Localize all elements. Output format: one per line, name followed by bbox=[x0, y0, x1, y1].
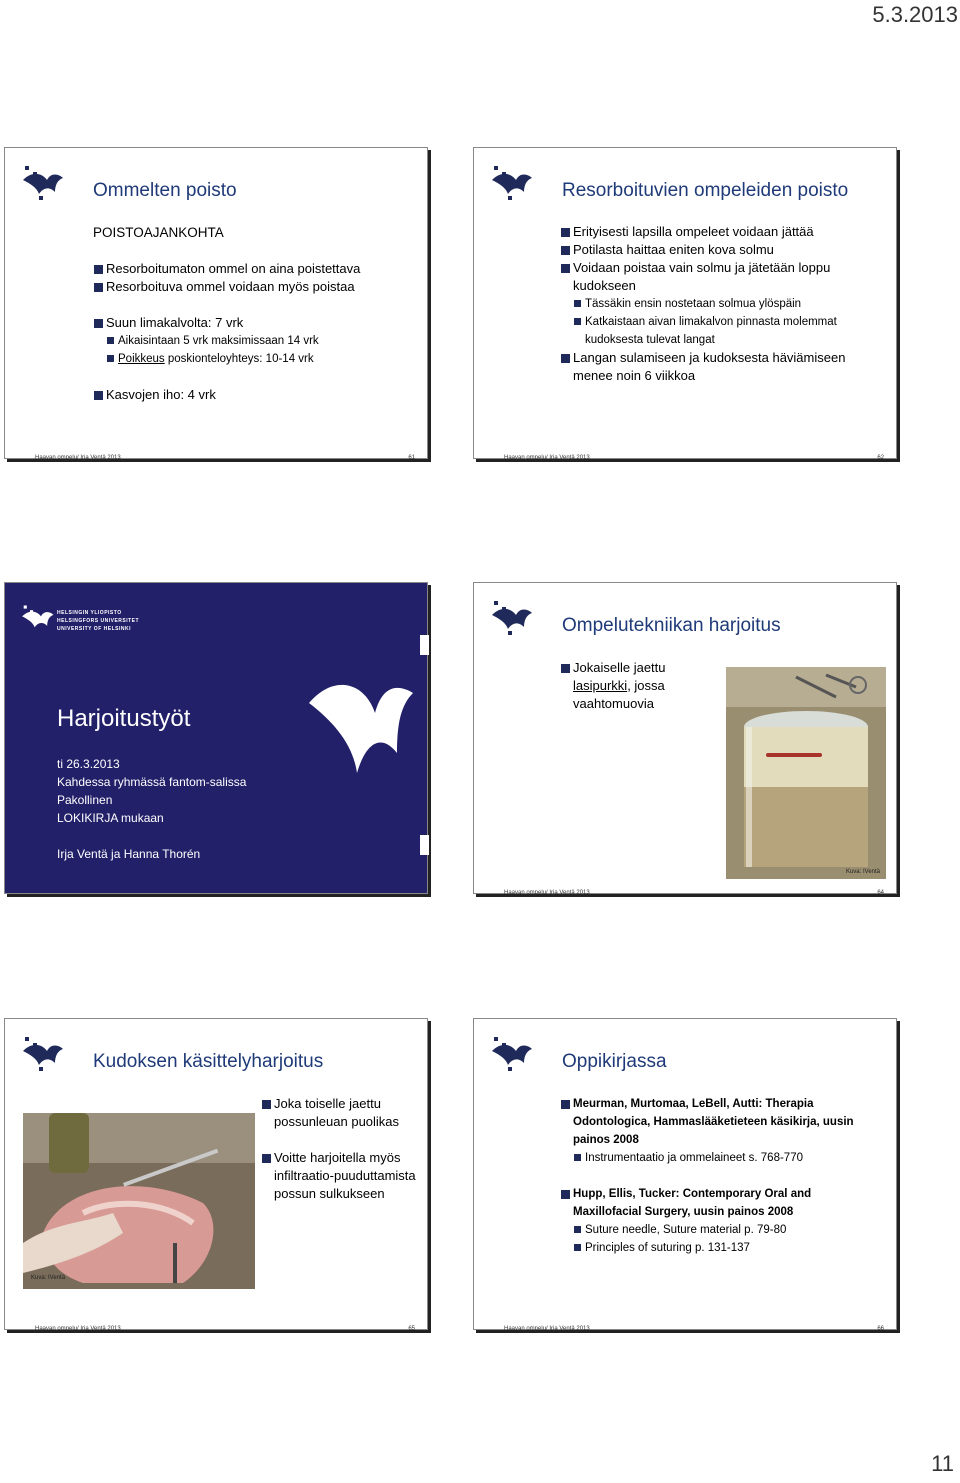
page-date: 5.3.2013 bbox=[872, 2, 958, 27]
jar-photo bbox=[726, 667, 886, 879]
list-item: Voidaan poistaa vain solmu ja jätetään loppu kudokseen bbox=[560, 259, 880, 295]
slide-65 bbox=[4, 1018, 428, 1330]
heading: POISTOAJANKOHTA bbox=[93, 225, 224, 240]
list-subitem: Principles of suturing p. 131-137 bbox=[560, 1239, 878, 1257]
slide-62 bbox=[473, 147, 897, 459]
list-subitem: Katkaistaan aivan limakalvon pinnasta molemmat kudoksesta tulevat langat bbox=[560, 313, 880, 349]
university-flame-icon bbox=[488, 162, 534, 202]
list-item: Kasvojen iho: 4 vrk bbox=[93, 386, 423, 404]
list-item: Hupp, Ellis, Tucker: Contemporary Oral and Maxillofacial Surgery, uusin painos 2008 bbox=[560, 1185, 878, 1221]
slide-body bbox=[560, 659, 710, 713]
list-item: Potilasta haittaa eniten kova solmu bbox=[560, 241, 880, 259]
page-number: 11 bbox=[931, 1451, 954, 1476]
slide-footer: Haavan ompelu/ Irja Ventä 2013 61 bbox=[35, 455, 415, 461]
list-subitem: Poikkeus poskionteloyhteys: 10-14 vrk bbox=[93, 350, 423, 368]
list-item: Joka toiselle jaettu possunleuan puolikas bbox=[261, 1095, 421, 1131]
list-subitem: Aikaisintaan 5 vrk maksimissaan 14 vrk bbox=[93, 332, 423, 350]
slide-body bbox=[560, 1095, 878, 1257]
slide-body bbox=[261, 1095, 421, 1203]
slide-number: 61 bbox=[408, 455, 415, 461]
decorative-stripe bbox=[420, 635, 429, 655]
slide-title: Ommelten poisto bbox=[93, 180, 237, 201]
link-text: Poikkeus bbox=[118, 353, 165, 365]
slide-64 bbox=[473, 582, 897, 894]
slide-title: Ompelutekniikan harjoitus bbox=[562, 615, 781, 636]
list-item: Resorboitumaton ommel on aina poistettava bbox=[93, 260, 423, 278]
slide-66 bbox=[473, 1018, 897, 1330]
slide-body bbox=[93, 224, 423, 404]
link-text: lasipurkki bbox=[573, 678, 628, 693]
list-item: Meurman, Murtomaa, LeBell, Autti: Therapia Odontologica, Hammaslääketieteen käsikirja, uusin painos 2008 bbox=[560, 1095, 878, 1149]
university-flame-icon bbox=[488, 1033, 534, 1073]
authors: Irja Ventä ja Hanna Thorén bbox=[57, 847, 201, 861]
slide-number: 66 bbox=[877, 1326, 884, 1332]
list-item: Voitte harjoitella myös infiltraatio-puuduttamista possun sulkukseen bbox=[261, 1149, 421, 1203]
list-item: Jokaiselle jaettu lasipurkki, jossa vaahtomuovia bbox=[560, 659, 710, 713]
list-item: Langan sulamiseen ja kudoksesta häviämiseen menee noin 6 viikkoa bbox=[560, 349, 880, 385]
pig-jaw-photo bbox=[23, 1113, 255, 1289]
slide-number: 65 bbox=[408, 1326, 415, 1332]
slide-body bbox=[560, 223, 880, 385]
university-flame-icon bbox=[19, 162, 65, 202]
photo-credit: Kuva: IVentä bbox=[845, 869, 880, 875]
flame-graphic-icon bbox=[305, 643, 415, 783]
slide-footer: Haavan ompelu/ Irja Ventä 2013 64 bbox=[504, 890, 884, 896]
university-flame-icon bbox=[19, 1033, 65, 1073]
university-logo-icon bbox=[19, 601, 55, 635]
slide-info: ti 26.3.2013 Kahdessa ryhmässä fantom-salissa Pakollinen LOKIKIRJA mukaan Irja Ventä ja Hanna Thorén bbox=[57, 757, 247, 861]
list-item: Erityisesti lapsilla ompeleet voidaan jättää bbox=[560, 223, 880, 241]
slide-footer: Haavan ompelu/ Irja Ventä 2013 62 bbox=[504, 455, 884, 461]
list-item: Suun limakalvolta: 7 vrk bbox=[93, 314, 423, 332]
slide-number: 64 bbox=[877, 890, 884, 896]
photo-credit: Kuva: IVentä bbox=[31, 1275, 66, 1281]
slide-title: Kudoksen käsittelyharjoitus bbox=[93, 1051, 324, 1072]
slide-footer: Haavan ompelu/ Irja Ventä 2013 66 bbox=[504, 1326, 884, 1332]
slide-footer: Haavan ompelu/ Irja Ventä 2013 65 bbox=[35, 1326, 415, 1332]
list-item: Resorboituva ommel voidaan myös poistaa bbox=[93, 278, 423, 296]
slide-61 bbox=[4, 147, 428, 459]
slide-title: Harjoitustyöt bbox=[57, 705, 191, 732]
slide-title: Oppikirjassa bbox=[562, 1051, 667, 1072]
list-subitem: Tässäkin ensin nostetaan solmua ylöspäin bbox=[560, 295, 880, 313]
slide-title-harjoitustyot bbox=[4, 582, 428, 894]
decorative-stripe bbox=[420, 835, 429, 855]
university-flame-icon bbox=[488, 597, 534, 637]
list-subitem: Instrumentaatio ja ommelaineet s. 768-770 bbox=[560, 1149, 878, 1167]
slide-title: Resorboituvien ompeleiden poisto bbox=[562, 180, 849, 201]
slide-number: 62 bbox=[877, 455, 884, 461]
list-subitem: Suture needle, Suture material p. 79-80 bbox=[560, 1221, 878, 1239]
university-name: HELSINGIN YLIOPISTO HELSINGFORS UNIVERSITET UNIVERSITY OF HELSINKI bbox=[57, 610, 140, 632]
